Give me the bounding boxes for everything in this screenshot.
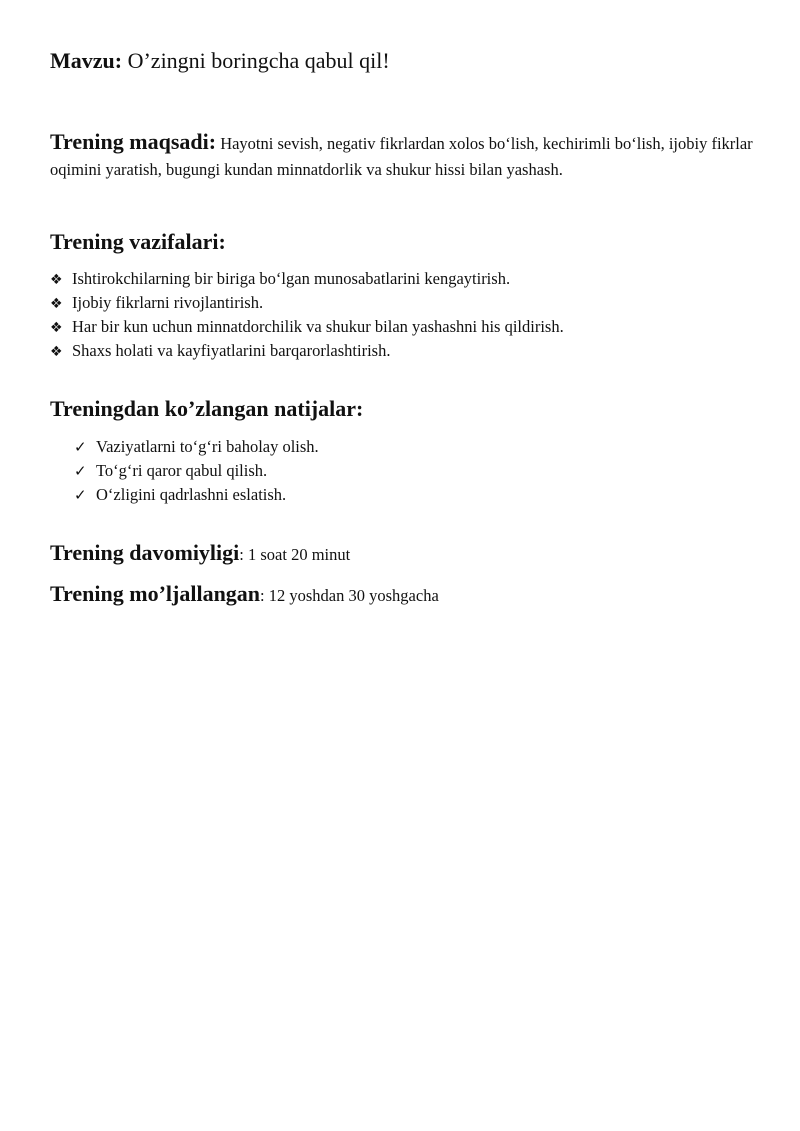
result-text: O‘zligini qadrlashni eslatish.	[96, 485, 287, 504]
list-item	[74, 483, 319, 507]
topic-line	[50, 48, 390, 74]
goal-label: Trening maqsadi:	[50, 129, 217, 154]
audience-line	[50, 581, 439, 607]
task-text: Har bir kun uchun minnatdorchilik va shukur bilan yashashni his qildirish.	[72, 317, 564, 336]
result-text: To‘g‘ri qaror qabul qilish.	[96, 461, 268, 480]
task-text: Ijobiy fikrlarni rivojlantirish.	[72, 293, 264, 312]
list-item	[74, 435, 319, 459]
checkmark-icon: ✓	[74, 462, 87, 480]
duration-line	[50, 540, 350, 566]
topic-value: O’zingni boringcha qabul qil!	[122, 48, 390, 73]
list-item	[50, 339, 564, 363]
checkmark-icon: ✓	[74, 438, 87, 456]
diamond-bullet-icon: ❖	[50, 296, 63, 312]
duration-value: : 1 soat 20 minut	[239, 545, 351, 564]
topic-label: Mavzu:	[50, 48, 123, 73]
goal-text: Hayotni sevish, negativ fikrlardan xolos bo‘lish, kechirimli bo‘lish, ijobiy fikrlar oqimini yaratish, bugungi kundan minnatdorlik va shukur hissi bilan yashash.	[50, 134, 753, 179]
tasks-heading: Trening vazifalari:	[50, 229, 226, 254]
audience-label: Trening mo’ljallangan	[50, 581, 261, 606]
list-item	[50, 291, 564, 315]
tasks-list	[50, 267, 564, 363]
duration-label: Trening davomiyligi	[50, 540, 240, 565]
diamond-bullet-icon: ❖	[50, 272, 63, 288]
goal-paragraph	[50, 129, 762, 183]
checkmark-icon: ✓	[74, 486, 87, 504]
result-text: Vaziyatlarni to‘g‘ri baholay olish.	[96, 437, 319, 456]
list-item	[74, 459, 319, 483]
results-list	[74, 435, 319, 507]
list-item	[50, 267, 564, 291]
diamond-bullet-icon: ❖	[50, 344, 63, 360]
list-item	[50, 315, 564, 339]
task-text: Shaxs holati va kayfiyatlarini barqarorlashtirish.	[72, 341, 391, 360]
audience-value: : 12 yoshdan 30 yoshgacha	[260, 586, 439, 605]
task-text: Ishtirokchilarning bir biriga bo‘lgan munosabatlarini kengaytirish.	[72, 269, 511, 288]
diamond-bullet-icon: ❖	[50, 320, 63, 336]
results-heading: Treningdan ko’zlangan natijalar:	[50, 396, 364, 421]
